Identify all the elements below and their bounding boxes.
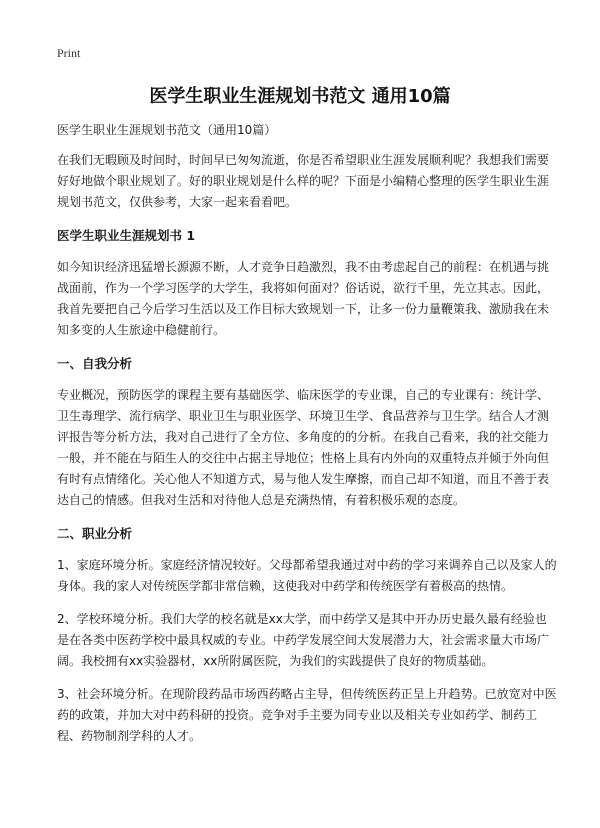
section-heading-self-analysis: 一、自我分析 (57, 356, 133, 371)
document-body (57, 120, 557, 759)
school-environment-paragraph: 2、学校环境分析。我们大学的校名就是xx大学，而中药学又是其中开办历史最久最有经验也是在各类中医药学校中最具权威的专业。中药学发展空间大发展潜力大，社会需求量大市场广阔。我校拥有xx实验器材，xx所附属医院，为我们的实践提供了良好的物质基础。 (57, 612, 550, 668)
plan-1-paragraph: 如今知识经济迅猛增长源源不断，人才竞争日趋激烈，我不由考虑起自己的前程：在机遇与挑战面前，作为一个学习医学的大学生，我将如何面对？俗话说，欲行千里，先立其志。因此，我首先要把自己今后学习生活以及工作目标大致规划一下，让多一份力量鞭策我、激励我在未知多变的人生旅途中稳健前行。 (57, 260, 550, 337)
print-label: Print (57, 46, 81, 60)
section-heading-career-analysis: 二、职业分析 (57, 526, 133, 541)
document-subtitle: 医学生职业生涯规划书范文（通用10篇） (57, 123, 277, 137)
family-environment-paragraph: 1、家庭环境分析。家庭经济情况较好。父母都希望我通过对中药的学习来调养自己以及家人的身体。我的家人对传统医学都非常信赖，这使我对中药学和传统医学有着极高的热情。 (57, 558, 557, 593)
section-heading-plan-1: 医学生职业生涯规划书 1 (57, 228, 196, 243)
page-title: 医学生职业生涯规划书范文 通用10篇 (149, 86, 451, 107)
self-analysis-paragraph: 专业概况，预防医学的课程主要有基础医学、临床医学的专业课，自己的专业课有：统计学、卫生毒理学、流行病学、职业卫生与职业医学、环境卫生学、食品营养与卫生学。结合人才测评报告等分析方法，我对自己进行了全方位、多角度的的分析。在我自己看来，我的社交能力一般，并不能在与陌生人的交往中占据主导地位；性格上具有内外向的双重特点并倾于外向但有时有点情绪化。关心他人不知道方式，易与他人发生摩擦，而自己却不知道，而且不善于表达自己的情感。但我对生活和对待他人总是充满热情，有着积极乐观的态度。 (57, 388, 550, 507)
intro-paragraph: 在我们无暇顾及时间时，时间早已匆匆流逝，你是否希望职业生涯发展顺利呢？我想我们需要好好地做个职业规划了。好的职业规划是什么样的呢？下面是小编精心整理的医学生职业生涯规划书范文，仅供参考，大家一起来看看吧。 (57, 153, 550, 209)
social-environment-paragraph: 3、社会环境分析。在现阶段药品市场西药略占主导，但传统医药正呈上升趋势。已放宽对中医药的政策，并加大对中药科研的投资。竞争对手主要为同专业以及相关专业如药学、制药工程、药物制剂学科的人才。 (57, 687, 557, 743)
